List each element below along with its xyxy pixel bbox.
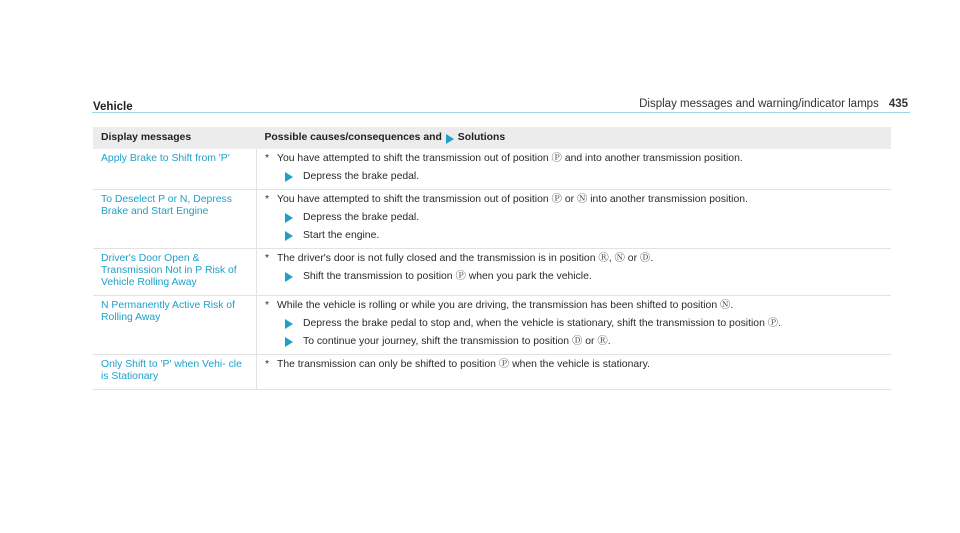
solution-text: Shift the transmission to position Ⓟ when you park the vehicle. [303, 271, 592, 282]
solution-text: Start the engine. [303, 230, 380, 241]
causes-solutions-cell [257, 149, 892, 190]
arrow-right-icon [285, 337, 293, 347]
table-row [93, 296, 891, 355]
page-header [639, 98, 908, 110]
cause-text: While the vehicle is rolling or while you are driving, the transmission has been shifted to position Ⓝ. [277, 300, 734, 311]
asterisk-icon: * [265, 153, 270, 164]
messages-table [93, 127, 891, 390]
cause-text: You have attempted to shift the transmission out of position Ⓟ and into another transmission position. [277, 153, 743, 164]
display-message: To Deselect P or N, Depress Brake and Start Engine [93, 190, 257, 249]
solution-step [265, 212, 883, 224]
display-message: N Permanently Active Risk of Rolling Away [93, 296, 257, 355]
cause-text: The transmission can only be shifted to position Ⓟ when the vehicle is stationary. [277, 359, 650, 370]
table-row [93, 190, 891, 249]
cause-item [265, 300, 883, 312]
solutions-header-label: Solutions [457, 132, 506, 143]
page-number: 435 [888, 98, 908, 110]
col-causes-header [257, 127, 892, 149]
causes-solutions-cell [257, 355, 892, 390]
asterisk-icon: * [265, 253, 270, 264]
solution-text: Depress the brake pedal to stop and, when the vehicle is stationary, shift the transmission to position Ⓟ. [303, 318, 782, 329]
table-row [93, 249, 891, 296]
display-message: Apply Brake to Shift from 'P' [93, 149, 257, 190]
arrow-right-icon [285, 172, 293, 182]
solution-text: To continue your journey, shift the transmission to position Ⓓ or Ⓡ. [303, 336, 611, 347]
solution-text: Depress the brake pedal. [303, 171, 420, 182]
display-message: Only Shift to 'P' when Vehi- cle is Stationary [93, 355, 257, 390]
causes-solutions-cell [257, 190, 892, 249]
asterisk-icon: * [265, 300, 270, 311]
causes-solutions-cell [257, 296, 892, 355]
arrow-right-icon [285, 319, 293, 329]
cause-text: The driver's door is not fully closed and the transmission is in position Ⓡ, Ⓝ or Ⓓ. [277, 253, 654, 264]
cause-item [265, 153, 883, 165]
solution-step [265, 230, 883, 242]
table-row [93, 355, 891, 390]
causes-solutions-cell [257, 249, 892, 296]
arrow-right-icon [446, 134, 454, 144]
cause-item [265, 359, 883, 371]
display-message: Driver's Door Open & Transmission Not in P Risk of Vehicle Rolling Away [93, 249, 257, 296]
table-header-row [93, 127, 891, 149]
solution-text: Depress the brake pedal. [303, 212, 420, 223]
solution-step [265, 336, 883, 348]
cause-item [265, 253, 883, 265]
solution-step [265, 171, 883, 183]
cause-text: You have attempted to shift the transmission out of position Ⓟ or Ⓝ into another transmission position. [277, 194, 748, 205]
arrow-right-icon [285, 272, 293, 282]
cause-item [265, 194, 883, 206]
asterisk-icon: * [265, 194, 270, 205]
arrow-right-icon [285, 231, 293, 241]
table-row [93, 149, 891, 190]
solution-step [265, 318, 883, 330]
header-title: Display messages and warning/indicator lamps [639, 98, 879, 110]
asterisk-icon: * [265, 359, 270, 370]
section-title: Vehicle [93, 101, 133, 113]
solution-step [265, 271, 883, 283]
arrow-right-icon [285, 213, 293, 223]
causes-header-label: Possible causes/consequences and [264, 132, 442, 143]
col-messages-header: Display messages [93, 127, 257, 149]
header-rule [92, 112, 910, 113]
